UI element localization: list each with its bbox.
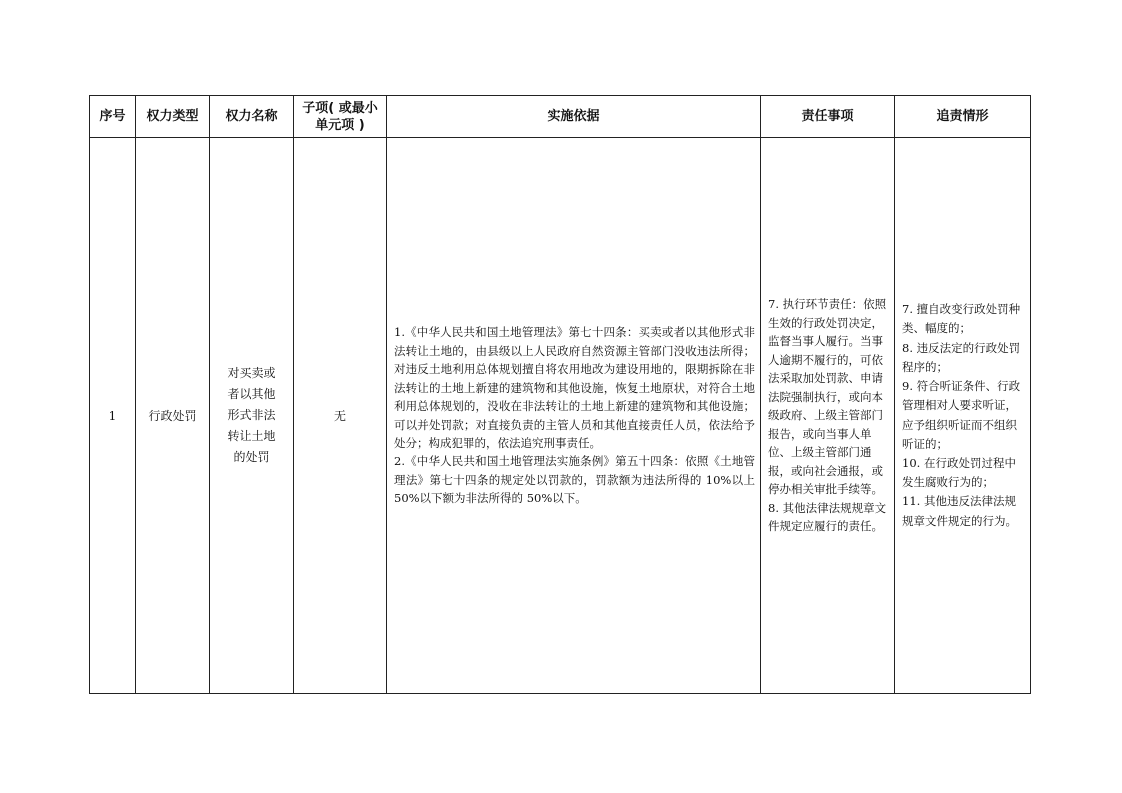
sub-item-value: 无 (333, 409, 346, 423)
blame-item: 7. 擅自改变行政处罚种类、幅度的； (902, 302, 1021, 336)
header-row (90, 96, 1031, 138)
header-seq: 序号 (90, 96, 136, 138)
blame-item: 10. 在行政处罚过程中发生腐败行为的； (902, 455, 1016, 490)
cell-power-name (210, 138, 294, 694)
blame-item: 9. 符合听证条件、行政管理相对人要求听证，应予组织听证而不组织听证的； (902, 379, 1021, 451)
header-power-type: 权力类型 (136, 96, 210, 138)
header-power-name: 权力名称 (210, 96, 294, 138)
blame-content (895, 300, 1030, 530)
power-type-value: 行政处罚 (148, 409, 197, 423)
table-row (90, 138, 1031, 694)
power-name-value: 对买卖或者以其他形式非法转让土地的处罚 (227, 366, 276, 464)
header-sub-item-line2: 单元项 ) (315, 117, 365, 133)
cell-blame (895, 138, 1031, 694)
cell-basis (387, 138, 761, 694)
basis-item: 1.《中华人民共和国土地管理法》第七十四条：买卖或者以其他形式非法转让土地的，由县级以上人民政府自然资源主管部门没收违法所得；对违反土地利用总体规划擅自将农用地改为建设用地的，限期拆除在非法转让的土地上新建的建筑物和其他设施，恢复土地原状，对符合土地利用总体规划的，没收在非法转让的土地上新建的建筑物和其他设施；可以并处罚款；对直接负责的主管人员和其他直接责任人员，依法给予处分；构成犯罪的，依法追究刑事责任。 (394, 325, 755, 450)
blame-item: 8. 违反法定的行政处罚程序的； (902, 340, 1021, 374)
power-list-table (89, 95, 1031, 694)
seq-value: 1 (108, 408, 117, 423)
duty-item: 8. 其他法律法规规章文件规定应履行的责任。 (768, 500, 887, 534)
header-sub-item-line1: 子项( 或最小 (302, 100, 378, 116)
cell-sub-item (294, 138, 387, 694)
cell-power-type (136, 138, 210, 694)
basis-item: 2.《中华人民共和国土地管理法实施条例》第五十四条：依照《土地管理法》第七十四条的规定处以罚款的，罚款额为违法所得的 10%以上 50%以下额为非法所得的 50%以下。 (394, 454, 755, 506)
blame-item: 11. 其他违反法律法规规章文件规定的行为。 (902, 494, 1017, 528)
header-duty: 责任事项 (761, 96, 895, 138)
header-sub-item (294, 96, 387, 138)
basis-content (387, 323, 760, 507)
cell-duty (761, 138, 895, 694)
duty-content (761, 295, 894, 536)
header-blame: 追责情形 (895, 96, 1031, 138)
duty-item: 7. 执行环节责任：依照生效的行政处罚决定，监督当事人履行。当事人逾期不履行的，可依法采取加处罚款、申请法院强制执行，或向本级政府、上级主管部门报告，或向当事人单位、上级主管部门通报，或向社会通报，或停办相关审批手续等。 (768, 297, 887, 497)
cell-seq (90, 138, 136, 694)
header-basis: 实施依据 (387, 96, 761, 138)
